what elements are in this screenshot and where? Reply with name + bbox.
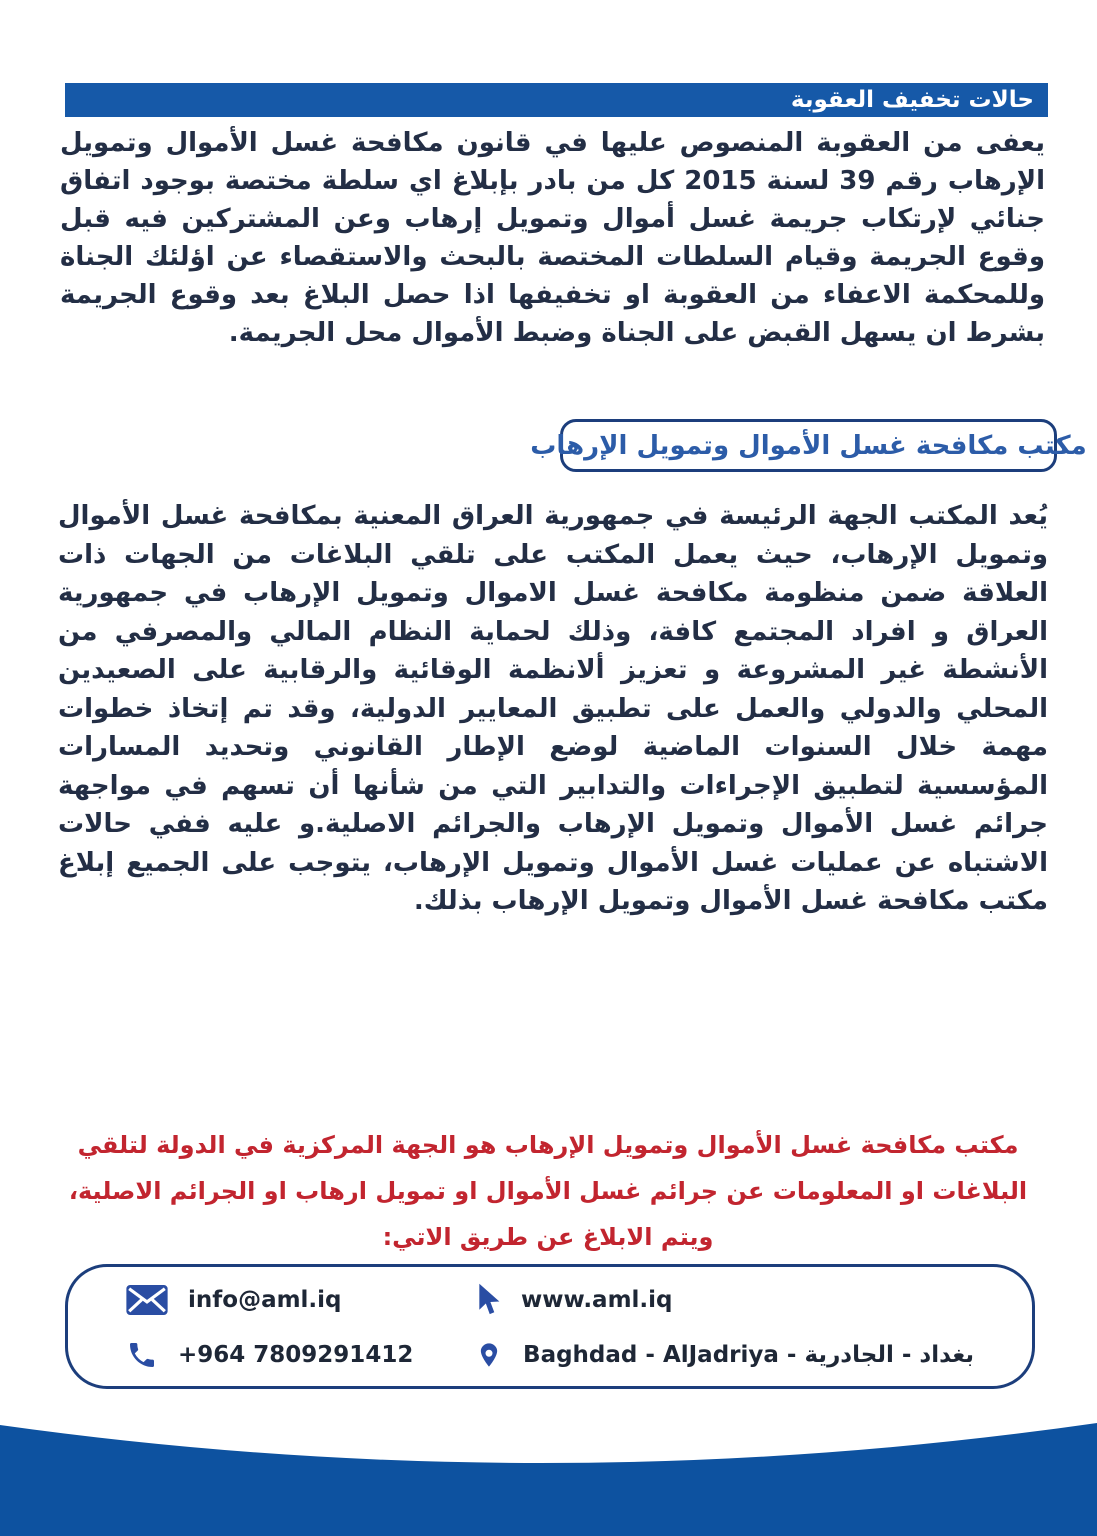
phone-icon [126,1339,158,1371]
office-title-text: مكتب مكافحة غسل الأموال وتمويل الإرهاب [530,430,1087,461]
envelope-icon [126,1285,168,1315]
penalty-section-title: حالات تخفيف العقوبة [790,87,1034,113]
contact-email[interactable] [126,1282,475,1318]
contact-phone-value: +964 7809291412 [178,1341,414,1368]
contact-website-value: www.aml.iq [521,1286,673,1313]
contact-phone[interactable] [126,1338,475,1372]
office-section-paragraph: يُعد المكتب الجهة الرئيسة في جمهورية العراق المعنية بمكافحة غسل الأموال وتمويل الإرهاب، حيث يعمل المكتب على تلقي البلاغات من الجهات ذات العلاقة ضمن منظومة مكافحة غسل الاموال وتمويل الإرهاب في جمهورية العراق و افراد المجتمع كافة، وذلك لحماية النظام المالي والمصرفي من الأنشطة غير المشروعة و تعزيز ألانظمة الوقائية والرقابية على الصعيدين المحلي والدولي والعمل على تطبيق المعايير الدولية، وقد تم إتخاذ خطوات مهمة خلال السنوات الماضية لوضع الإطار القانوني وتحديد المسارات المؤسسية لتطبيق الإجراءات والتدابير التي من شأنها أن تسهم في مواجهة جرائم غسل الأموال وتمويل الإرهاب والجرائم الاصلية.و عليه ففي حالات الاشتباه عن عمليات غسل الأموال وتمويل الإرهاب، يتوجب على الجميع إبلاغ مكتب مكافحة غسل الأموال وتمويل الإرهاب بذلك. [58,501,1048,916]
contact-address-value: Baghdad - AlJadriya - بغداد - الجادرية [523,1341,974,1368]
contact-address [475,1338,974,1372]
penalty-section-header-bar [65,83,1048,117]
cursor-icon [475,1282,501,1318]
reporting-notice-text: مكتب مكافحة غسل الأموال وتمويل الإرهاب هو الجهة المركزية في الدولة لتلقي البلاغات او المعلومات عن جرائم غسل الأموال او تمويل ارهاب او الجرائم الاصلية، ويتم الابلاغ عن طريق الاتي: [68,1131,1028,1251]
contact-website[interactable] [475,1282,974,1318]
penalty-section-paragraph: يعفى من العقوبة المنصوص عليها في قانون مكافحة غسل الأموال وتمويل الإرهاب رقم 39 لسنة 2015 كل من بادر بإبلاغ اي سلطة مختصة بوجود اتفاق جنائي لإرتكاب جريمة غسل أموال وتمويل إرهاب وعن المشتركين فيه قبل وقوع الجريمة وقيام السلطات المختصة بالبحث والاستقصاء عن اؤلئك الجناة وللمحكمة الاعفاء من العقوبة او تخفيفها اذا حصل البلاغ بعد وقوع الجريمة بشرط ان يسهل القبض على الجناة وضبط الأموال محل الجريمة. [60,128,1045,348]
office-title-box [530,419,1087,472]
location-pin-icon [475,1338,503,1372]
contact-email-value: info@aml.iq [188,1286,342,1313]
contact-box [65,1264,1035,1389]
bottom-wave-decoration [0,1420,1097,1536]
